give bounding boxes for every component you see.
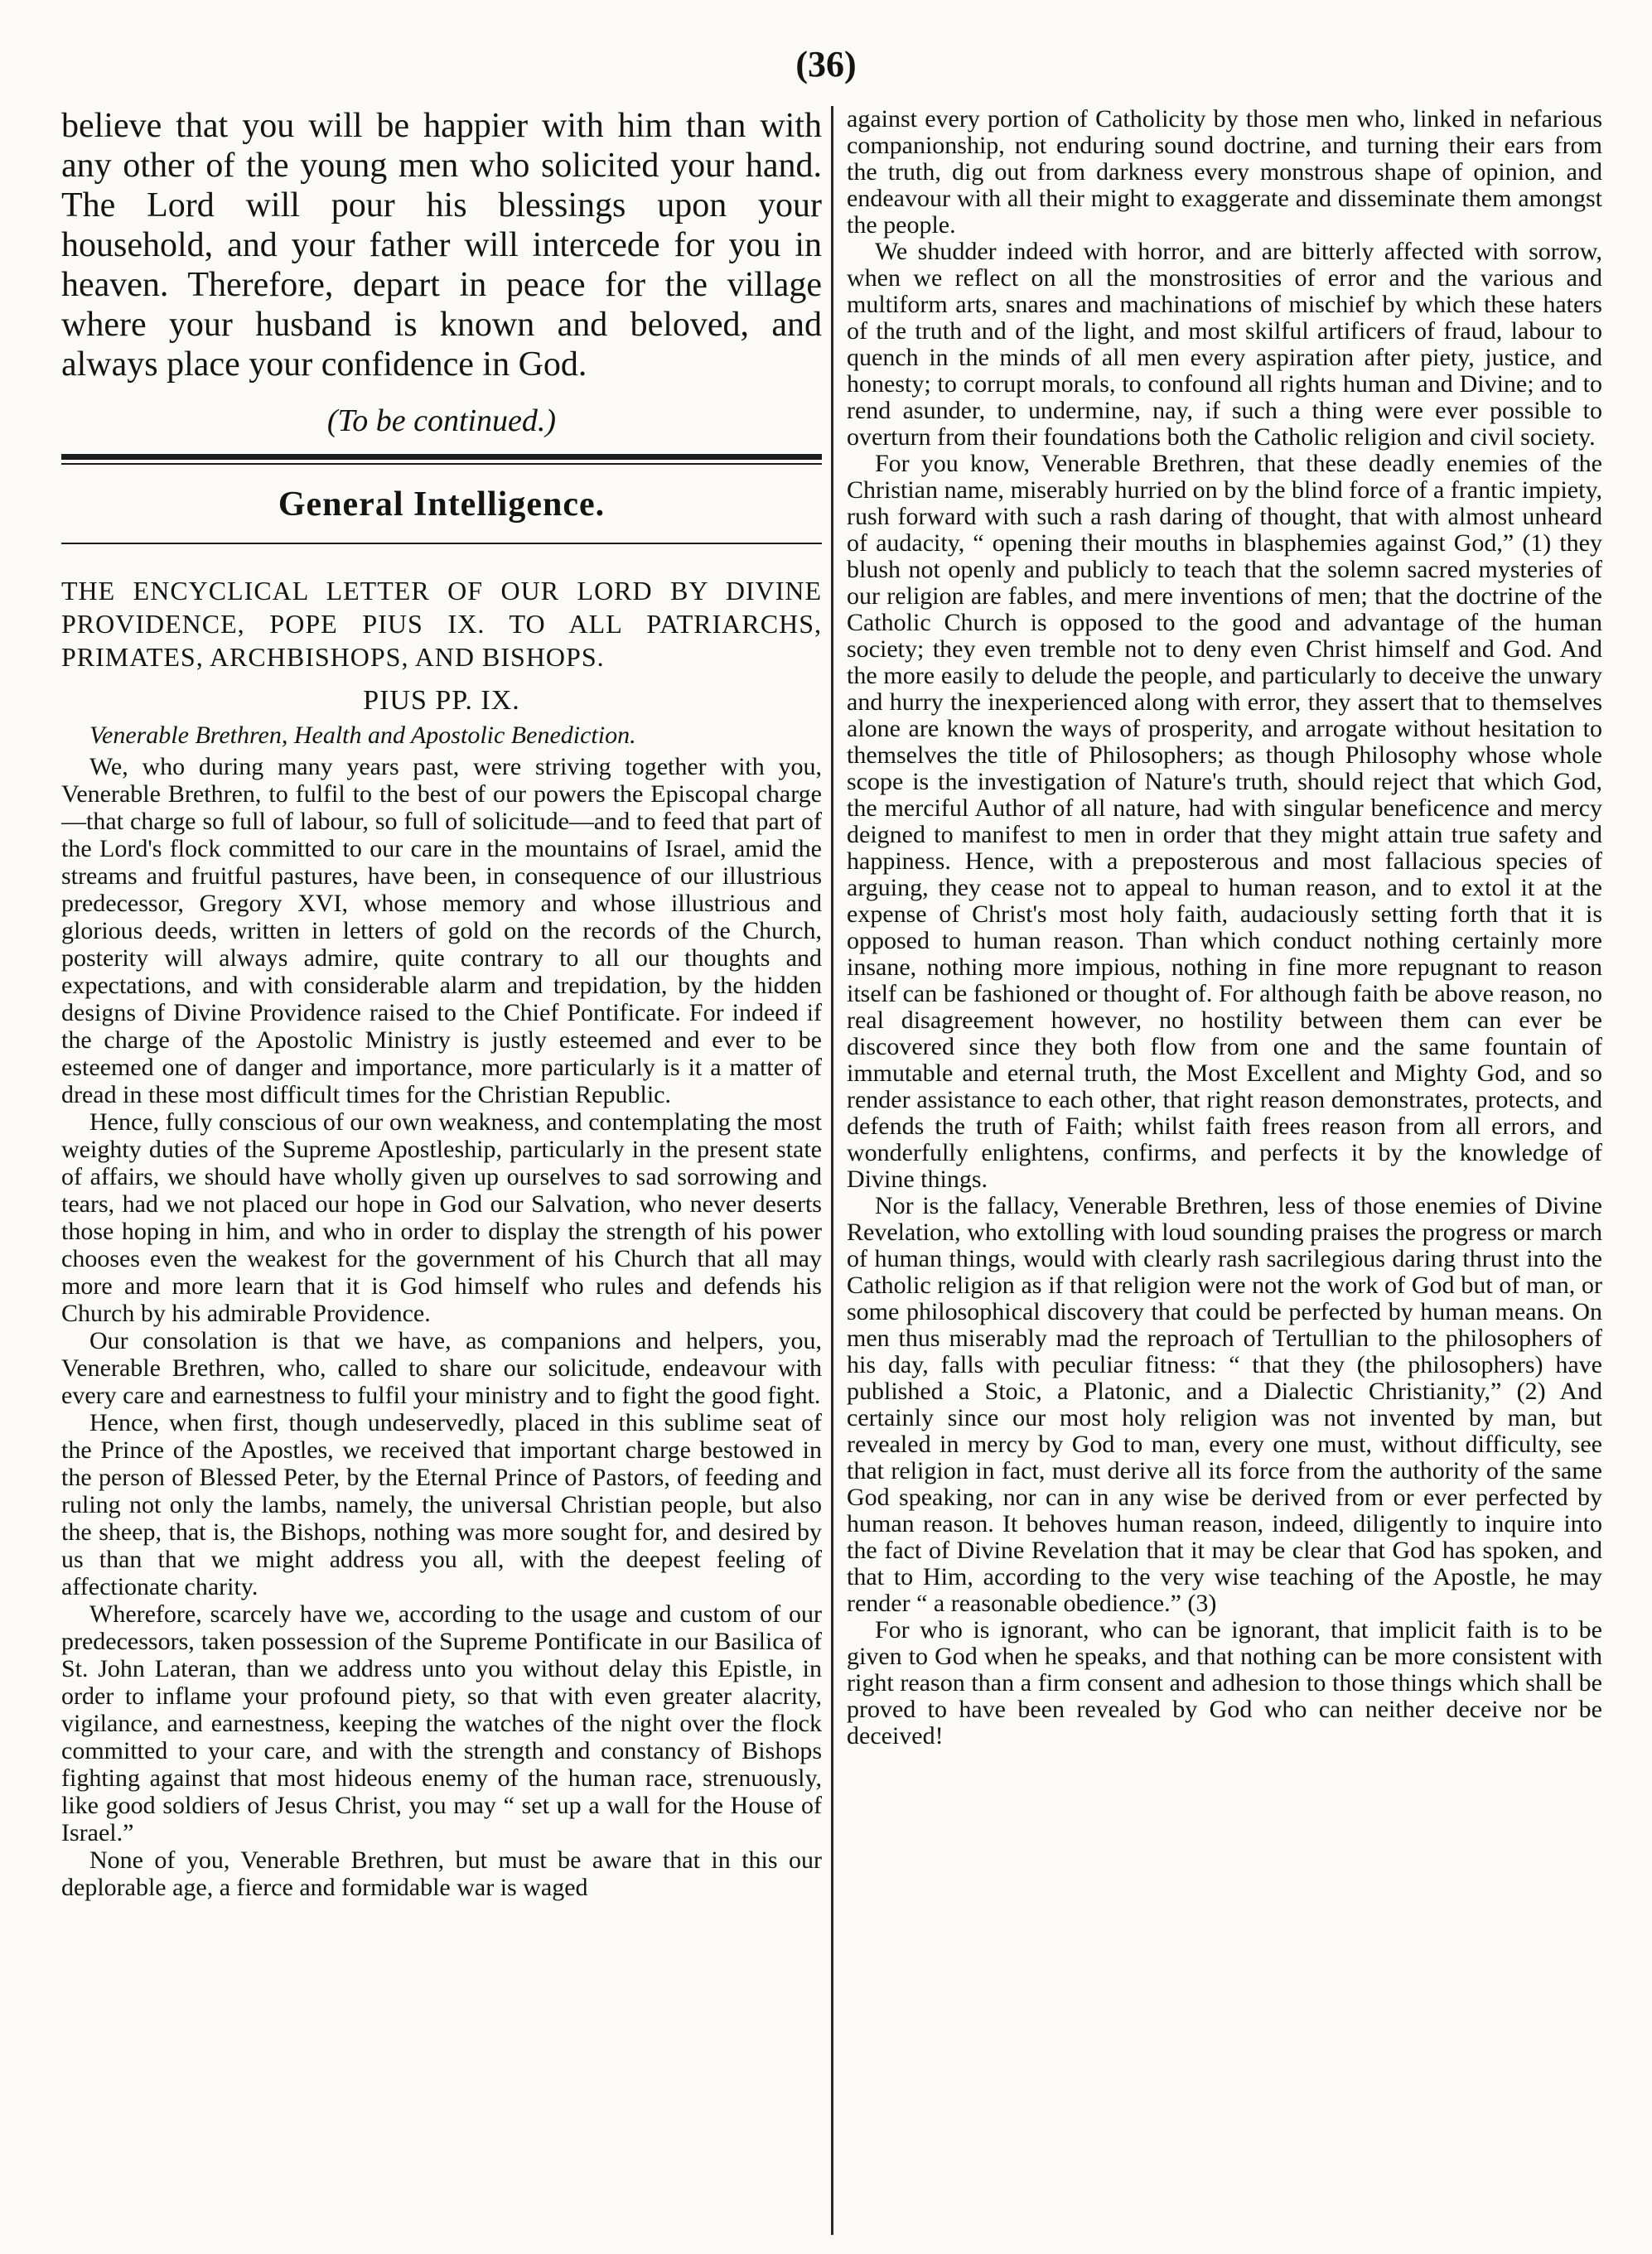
left-column <box>61 106 822 2208</box>
paragraph: We shudder indeed with horror, and are bitterly affected with sorrow, when we reflect on all the monstrosities of error and the various and multiform arts, snares and machinations of mischief by which these haters of the truth and of the light, and most skilful artificers of fraud, labour to quench in the minds of all men every aspiration after piety, justice, and honesty; to corrupt morals, to confound all rights human and Divine; and to rend asunder, to undermine, nay, if such a thing were ever possible to overturn from their foundations both the Catholic religion and civil society. <box>847 238 1602 451</box>
paragraph: We, who during many years past, were striving together with you, Venerable Brethren, to fulfil to the best of our powers the Episcopal charge—that charge so full of labour, so full of solicitude—and to feed that part of the Lord's flock committed to our care in the mountains of Israel, amid the streams and fruitful pastures, have been, in consequence of our illustrious predecessor, Gregory XVI, whose memory and whose illustrious and glorious deeds, written in letters of gold on the records of the Church, posterity will always admire, quite contrary to all our thoughts and expectations, and with considerable alarm and trepidation, by the hidden designs of Divine Providence raised to the Chief Pontificate. For indeed if the charge of the Apostolic Ministry is justly esteemed and ever to be esteemed one of danger and importance, more particularly is it a matter of dread in these most difficult times for the Christian Republic. <box>61 753 822 1108</box>
section-title: General Intelligence. <box>278 485 606 524</box>
to-be-continued-note: (To be continued.) <box>326 403 557 438</box>
right-column <box>847 106 1602 2208</box>
section-title-underline <box>61 543 822 544</box>
story-conclusion-text: believe that you will be happier with him than with any other of the young men who solicited your hand. The Lord will pour his blessings upon your household, and your father will intercede for you in heaven. Therefore, depart in peace for the village where your husband is known and beloved, and always place your confidence in God. <box>61 107 822 384</box>
paragraph: against every portion of Catholicity by those men who, linked in nefarious companionship, not enduring sound doctrine, and turning their ears from the truth, dig out from darkness every monstrous shape of opinion, and endeavour with all their might to exaggerate and disseminate them amongst the people. <box>847 106 1602 239</box>
paragraph: For you know, Venerable Brethren, that these deadly enemies of the Christian name, miserably hurried on by the blind force of a frantic impiety, rush forward with such a rash daring of thought, that with almost unheard of audacity, “ opening their mouths in blasphemies against God,” (1) they blush not openly and publicly to teach that the solemn sacred mysteries of our religion are fables, and mere inventions of men; that the doctrine of the Catholic Church is opposed to the good and advantage of the human society; they even tremble not to deny even Christ himself and God. And the more easily to delude the people, and particularly to deceive the unwary and hurry the inexperienced along with error, they assert that to themselves alone are known the ways of prosperity, and arrogate without hesitation to themselves the title of Philosophers; as though Philosophy whose whole scope is the investigation of Nature's truth, should reject that which God, the merciful Author of all nature, had with singular beneficence and mercy deigned to manifest to men in order that they might attain true safety and happiness. Hence, with a preposterous and most fallacious species of arguing, they cease not to appeal to human reason, and to extol it at the expense of Christ's most holy faith, audaciously setting forth that it is opposed to human reason. Than which conduct nothing certainly more insane, nothing more impious, nothing in fine more repugnant to reason itself can be fashioned or thought of. For although faith be above reason, no real disagreement however, no hostility between them can ever be discovered since they both flow from one and the same fountain of immutable and eternal truth, the Most Excellent and Mighty God, and so render assistance to each other, that right reason demonstrates, protects, and defends the truth of Faith; whilst faith frees reason from all errors, and wonderfully enlightens, confirms, and perfects it by the knowledge of Divine things. <box>847 450 1602 1193</box>
article-title: THE ENCYCLICAL LETTER OF OUR LORD BY DIVINE PROVIDENCE, POPE PIUS IX. TO ALL PATRIARCHS, PRIMATES, ARCHBISHOPS, AND BISHOPS. <box>61 576 822 672</box>
paragraph: Our consolation is that we have, as companions and helpers, you, Venerable Brethren, who, called to share our solicitude, endeavour with every care and earnestness to fulfil your ministry and to fight the good fight. <box>61 1327 822 1409</box>
section-divider-thick <box>61 454 822 460</box>
salutation: Venerable Brethren, Health and Apostolic Benediction. <box>89 722 636 749</box>
paragraph: Hence, fully conscious of our own weakness, and contemplating the most weighty duties of the Supreme Apostleship, particularly in the present state of affairs, we should have wholly given up ourselves to sad sorrowing and tears, had we not placed our hope in God our Salvation, who never deserts those hoping in him, and who in order to display the strength of his power chooses even the weakest for the government of his Church that all may more and more learn that it is God himself who rules and defends his Church by his admirable Providence. <box>61 1108 822 1327</box>
signatory: PIUS PP. IX. <box>363 685 520 716</box>
page-number: (36) <box>795 44 857 84</box>
paragraph: None of you, Venerable Brethren, but must be aware that in this our deplorable age, a fierce and formidable war is waged <box>61 1846 822 1901</box>
section-divider-thin <box>61 463 822 465</box>
paragraph: Nor is the fallacy, Venerable Brethren, less of those enemies of Divine Revelation, who extolling with loud sounding praises the progress or march of human things, would with clearly rash sacrilegious daring thrust into the Catholic religion as if that religion were not the work of God but of man, or some philosophical discovery that could be perfected by human means. On men thus miserably mad the reproach of Tertullian to the philosophers of his day, falls with peculiar fitness: “ that they (the philosophers) have published a Stoic, a Platonic, and a Dialectic Christianity,” (2) And certainly since our most holy religion was not invented by man, but revealed in mercy by God to man, every one must, without difficulty, see that religion in fact, must derive all its force from the authority of the same God speaking, nor can in any wise be derived from or ever perfected by human reason. It behoves human reason, indeed, diligently to inquire into the fact of Divine Revelation that it may be clear that God has spoken, and that to Him, according to the very wise teaching of the Apostle, he may render “ a reasonable obedience.” (3) <box>847 1192 1602 1617</box>
paragraph: For who is ignorant, who can be ignorant, that implicit faith is to be given to God when he speaks, and that nothing can be more consistent with right reason than a firm consent and adhesion to those things which shall be proved to have been revealed by God who can neither deceive nor be deceived! <box>847 1616 1602 1750</box>
paragraph: Hence, when first, though undeservedly, placed in this sublime seat of the Prince of the Apostles, we received that important charge bestowed in the person of Blessed Peter, by the Eternal Prince of Pastors, of feeding and ruling not only the lambs, namely, the universal Christian people, but also the sheep, that is, the Bishops, nothing was more sought for, and desired by us than that we might address you all, with the deepest feeling of affectionate charity. <box>61 1409 822 1600</box>
column-divider <box>831 106 833 2235</box>
paragraph: Wherefore, scarcely have we, according to the usage and custom of our predecessors, taken possession of the Supreme Pontificate in our Basilica of St. John Lateran, than we address unto you without delay this Epistle, in order to inflame your profound piety, so that with even greater alacrity, vigilance, and earnestness, keeping the watches of the night over the flock committed to your care, and with the strength and constancy of Bishops fighting against that most hideous enemy of the human race, strenuously, like good soldiers of Jesus Christ, you may “ set up a wall for the House of Israel.” <box>61 1600 822 1846</box>
